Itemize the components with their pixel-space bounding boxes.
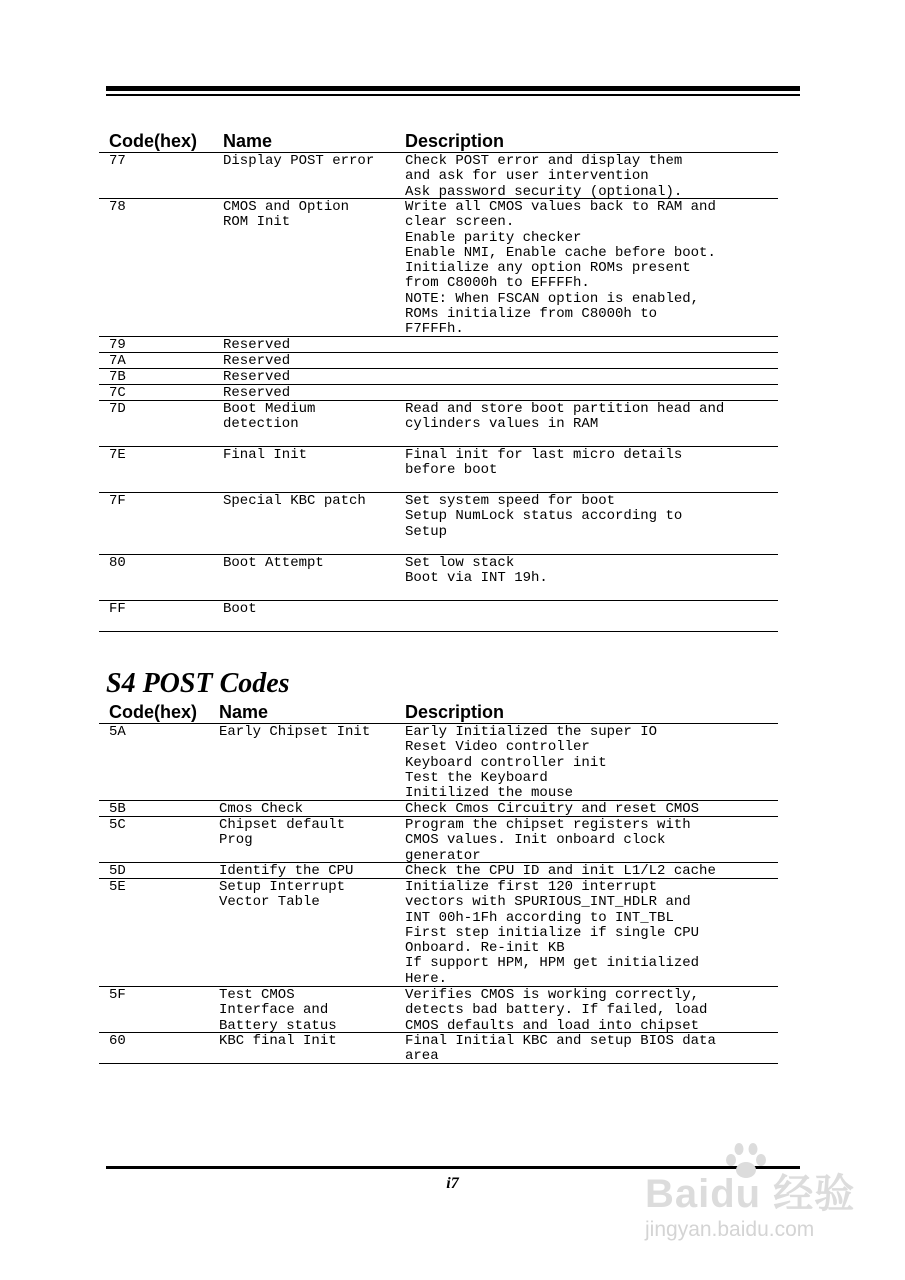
- table-row: [99, 447, 778, 493]
- table-header: [99, 130, 778, 153]
- table-row: [99, 401, 778, 447]
- description-cell: Check the CPU ID and init L1/L2 cache: [405, 863, 716, 879]
- code-cell: 7B: [109, 369, 126, 385]
- table-row: [99, 353, 778, 369]
- watermark-logo: Baidu 经验: [645, 1172, 856, 1216]
- description-cell: Set system speed for boot Setup NumLock status according to Setup: [405, 493, 683, 540]
- table-row: [99, 385, 778, 401]
- section-title: S4 POST Codes: [106, 668, 290, 699]
- code-cell: 7D: [109, 401, 126, 417]
- post-codes-table: [99, 130, 778, 632]
- description-cell: Initialize first 120 interrupt vectors with SPURIOUS_INT_HDLR and INT 00h-1Fh according to INT_TBL First step initialize if single CPU Onboard. Re-init KB If support HPM, HPM get initialized Here.: [405, 879, 700, 987]
- table-row: [99, 555, 778, 601]
- description-cell: Early Initialized the super IO Reset Video controller Keyboard controller init Test the Keyboard Initilized the mouse: [405, 724, 658, 802]
- code-cell: 60: [109, 1033, 126, 1049]
- name-cell: CMOS and Option ROM Init: [223, 199, 350, 231]
- description-cell: Read and store boot partition head and cylinders values in RAM: [405, 401, 725, 433]
- watermark: [645, 1142, 895, 1262]
- code-cell: 5F: [109, 987, 126, 1003]
- name-cell: Setup Interrupt Vector Table: [219, 879, 346, 911]
- code-cell: 7E: [109, 447, 126, 463]
- table-row: [99, 817, 778, 863]
- name-cell: Identify the CPU: [219, 863, 354, 879]
- name-cell: Reserved: [223, 369, 291, 385]
- description-cell: Program the chipset registers with CMOS values. Init onboard clock generator: [405, 817, 691, 864]
- description-cell: Write all CMOS values back to RAM and clear screen. Enable parity checker Enable NMI, Enable cache before boot. Initialize any option ROMs present from C8000h to EFFFFh. NOTE: When FSCAN option is enabled, ROMs initialize from C8000h to F7FFFh.: [405, 199, 716, 338]
- header-description: Description: [405, 702, 505, 722]
- table-row: [99, 879, 778, 987]
- table-row: [99, 337, 778, 353]
- description-cell: Set low stack Boot via INT 19h.: [405, 555, 548, 587]
- top-rule-thin: [106, 94, 800, 96]
- code-cell: 77: [109, 153, 126, 169]
- header-description: Description: [405, 131, 505, 151]
- header-code: Code(hex): [109, 702, 198, 722]
- name-cell: Reserved: [223, 337, 291, 353]
- s4-post-codes-table: [99, 701, 778, 1064]
- code-cell: 5A: [109, 724, 126, 740]
- name-cell: Cmos Check: [219, 801, 304, 817]
- name-cell: Display POST error: [223, 153, 375, 169]
- table-row: [99, 724, 778, 801]
- name-cell: Boot Medium detection: [223, 401, 316, 433]
- code-cell: FF: [109, 601, 126, 617]
- table-row: [99, 1033, 778, 1064]
- table-row: [99, 987, 778, 1033]
- name-cell: Final Init: [223, 447, 308, 463]
- header-name: Name: [223, 131, 273, 151]
- code-cell: 7A: [109, 353, 126, 369]
- description-cell: Check POST error and display them and ask for user intervention Ask password security (optional).: [405, 153, 683, 200]
- code-cell: 79: [109, 337, 126, 353]
- name-cell: Chipset default Prog: [219, 817, 346, 849]
- name-cell: Reserved: [223, 353, 291, 369]
- code-cell: 5E: [109, 879, 126, 895]
- code-cell: 5B: [109, 801, 126, 817]
- code-cell: 7F: [109, 493, 126, 509]
- table-header: [99, 701, 778, 724]
- table-row: [99, 801, 778, 817]
- name-cell: Boot: [223, 601, 257, 617]
- table-row: [99, 153, 778, 199]
- top-rule-thick: [106, 86, 800, 91]
- description-cell: Check Cmos Circuitry and reset CMOS: [405, 801, 700, 817]
- table-row: [99, 863, 778, 879]
- page-number: i7: [446, 1175, 459, 1192]
- name-cell: Early Chipset Init: [219, 724, 371, 740]
- name-cell: Special KBC patch: [223, 493, 366, 509]
- header-code: Code(hex): [109, 131, 198, 151]
- name-cell: Boot Attempt: [223, 555, 324, 571]
- watermark-url: jingyan.baidu.com: [645, 1218, 815, 1241]
- table-row: [99, 199, 778, 337]
- table-row: [99, 369, 778, 385]
- table-row: [99, 493, 778, 555]
- code-cell: 80: [109, 555, 126, 571]
- header-name: Name: [219, 702, 269, 722]
- code-cell: 5D: [109, 863, 126, 879]
- code-cell: 78: [109, 199, 126, 215]
- name-cell: Test CMOS Interface and Battery status: [219, 987, 337, 1034]
- description-cell: Verifies CMOS is working correctly, detects bad battery. If failed, load CMOS defaults and load into chipset: [405, 987, 708, 1034]
- name-cell: KBC final Init: [219, 1033, 337, 1049]
- table-row: [99, 601, 778, 632]
- code-cell: 7C: [109, 385, 126, 401]
- name-cell: Reserved: [223, 385, 291, 401]
- description-cell: Final init for last micro details before boot: [405, 447, 683, 479]
- description-cell: Final Initial KBC and setup BIOS data area: [405, 1033, 716, 1065]
- code-cell: 5C: [109, 817, 126, 833]
